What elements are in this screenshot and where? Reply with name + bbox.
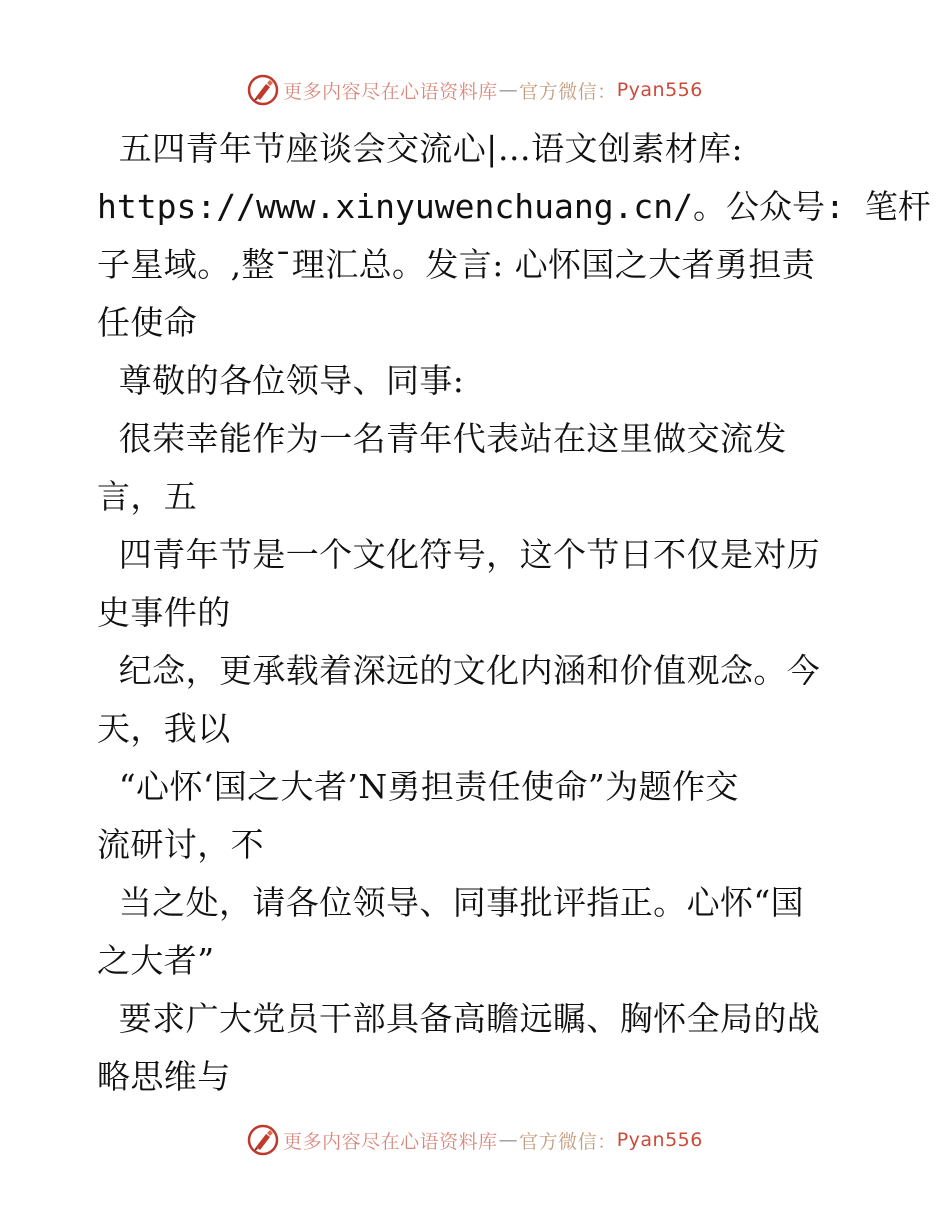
body-line: 略思维与 [97,1057,231,1096]
body-line: 流研讨，不 [97,825,264,864]
body-line: 之大者” [97,941,215,980]
watermark-text: 更多内容尽在心语资料库 [283,80,498,103]
body-line: 要求广大党员干部具备高瞻远瞩、胸怀全局的战 [97,999,821,1038]
pen-logo-icon [247,1124,279,1156]
body-line: 五四青年节座谈会交流心|…语文创素材库: [97,129,744,168]
body-line: 言，五 [97,477,198,516]
watermark-account-id: Pyan556 [616,1129,703,1151]
watermark-account-id: Pyan556 [616,79,703,101]
body-line: https://www.xinyuwenchuang.cn/。公众号: 笔杆 [97,187,931,226]
body-line: 很荣幸能作为一名青年代表站在这里做交流发 [97,419,787,458]
body-line: 子星域。,整¯理汇总。发言: 心怀国之大者勇担责 [97,245,816,284]
body-line: “心怀‘国之大者’N勇担责任使命”为题作交 [97,767,739,806]
body-line: 四青年节是一个文化符号，这个节日不仅是对历 [97,535,821,574]
pen-logo-icon [247,74,279,106]
body-line: 纪念，更承载着深远的文化内涵和价值观念。今 [97,651,821,690]
body-line: 尊敬的各位领导、同事: [97,361,465,400]
body-line: 任使命 [97,303,198,342]
watermark-separator: — [498,79,519,101]
body-line: 当之处，请各位领导、同事批评指正。心怀“国 [97,883,805,922]
header-watermark [0,72,950,108]
footer-watermark [0,1122,950,1158]
watermark-separator: — [498,1129,519,1151]
watermark-account-label: 官方微信： [519,80,617,103]
body-line: 天，我以 [97,709,231,748]
watermark-text: 更多内容尽在心语资料库 [283,1130,498,1153]
body-line: 史事件的 [97,593,231,632]
watermark-account-label: 官方微信： [519,1130,617,1153]
